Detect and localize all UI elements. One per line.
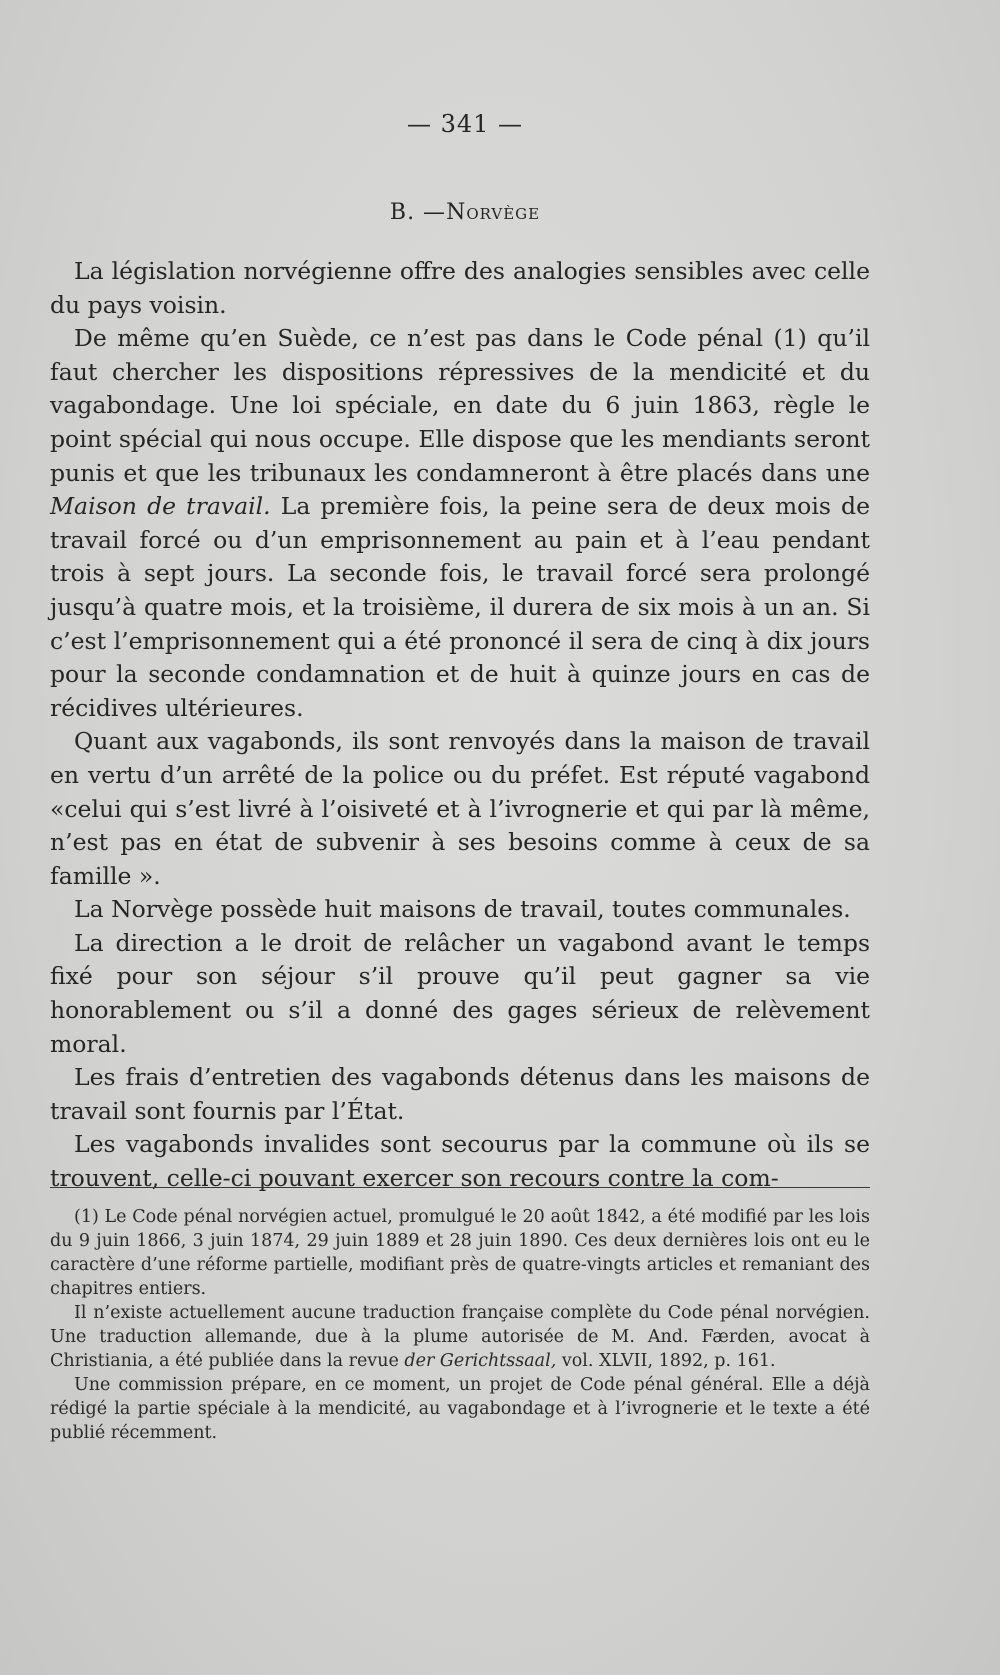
body-text bbox=[50, 255, 870, 1196]
footnote-2-end: vol. XLVII, 1892, p. 161. bbox=[556, 1351, 776, 1371]
paragraph-3: Quant aux vagabonds, ils sont renvoyés dans la maison de travail en vertu d’un arrêté de la police ou du préfet. Est réputé vagabond «celui qui s’est livré à l’oisiveté et à l’ivrognerie et qui par là même, n’est pas en état de subvenir à ses besoins comme à ceux de sa famille ». bbox=[50, 727, 870, 890]
footnote-3: Une commission prépare, en ce moment, un projet de Code pénal général. Elle a déjà rédigé la partie spéciale à la mendicité, au vagabondage et à l’ivrognerie et le texte a été publié récemment. bbox=[50, 1375, 870, 1443]
paragraph-2 bbox=[50, 322, 870, 725]
footnote-1: (1) Le Code pénal norvégien actuel, promulgué le 20 août 1842, a été modifié par les lois du 9 juin 1866, 3 juin 1874, 29 juin 1889 et 28 juin 1890. Ces deux dernières lois ont eu le caractère d’une réforme partielle, modifiant près de quatre-vingts articles et remaniant des chapitres entiers. bbox=[50, 1207, 870, 1299]
paragraph-5: La direction a le droit de relâcher un vagabond avant le temps fixé pour son séjour s’il prouve qu’il peut gagner sa vie honorablement ou s’il a donné des gages sérieux de relèvement moral. bbox=[50, 928, 870, 1058]
paragraph-2-italic: Maison de travail. bbox=[50, 492, 271, 521]
footnote-rule bbox=[50, 1187, 870, 1188]
footnote-2-italic: der Gerichtssaal, bbox=[404, 1351, 557, 1371]
page-number: — 341 — bbox=[406, 110, 524, 138]
paragraph-2-end: La première fois, la peine sera de deux mois de travail forcé ou d’un emprisonnement au pain et à l’eau pendant trois à sept jours. La seconde fois, le travail forcé sera prolongé jusqu’à quatre mois, et la troisième, il durera de six mois à un an. Si c’est l’emprisonnement qui a été prononcé il sera de cinq à dix jours pour la seconde condamnation et de huit à quinze jours en cas de récidives ultérieures. bbox=[50, 492, 870, 722]
footnotes bbox=[50, 1205, 870, 1445]
section-title bbox=[0, 200, 930, 225]
paragraph-6: Les frais d’entretien des vagabonds détenus dans les maisons de travail sont fournis par l’État. bbox=[50, 1063, 870, 1125]
section-name: Norvège bbox=[446, 200, 541, 225]
footnote-2 bbox=[50, 1301, 870, 1373]
footnote-2-start: Il n’existe actuellement aucune traduction française complète du Code pénal norvégien. Une traduction allemande, due à la plume autorisée de M. And. Færden, avocat à Christiania, a été publiée dans la revue bbox=[50, 1303, 870, 1371]
paragraph-2-start: De même qu’en Suède, ce n’est pas dans le Code pénal (1) qu’il faut chercher les dispositions répressives de la mendicité et du vagabondage. Une loi spéciale, en date du 6 juin 1863, règle le point spécial qui nous occupe. Elle dispose que les mendiants seront punis et que les tribunaux les condamneront à être placés dans une bbox=[50, 324, 870, 487]
paragraph-7: Les vagabonds invalides sont secourus par la commune où ils se trouvent, celle-ci pouvant exercer son recours contre la com- bbox=[50, 1130, 870, 1193]
section-letter: B. — bbox=[389, 200, 447, 225]
paragraph-4: La Norvège possède huit maisons de travail, toutes communales. bbox=[74, 895, 851, 924]
paragraph-1: La législation norvégienne offre des analogies sensibles avec celle du pays voisin. bbox=[50, 257, 870, 319]
